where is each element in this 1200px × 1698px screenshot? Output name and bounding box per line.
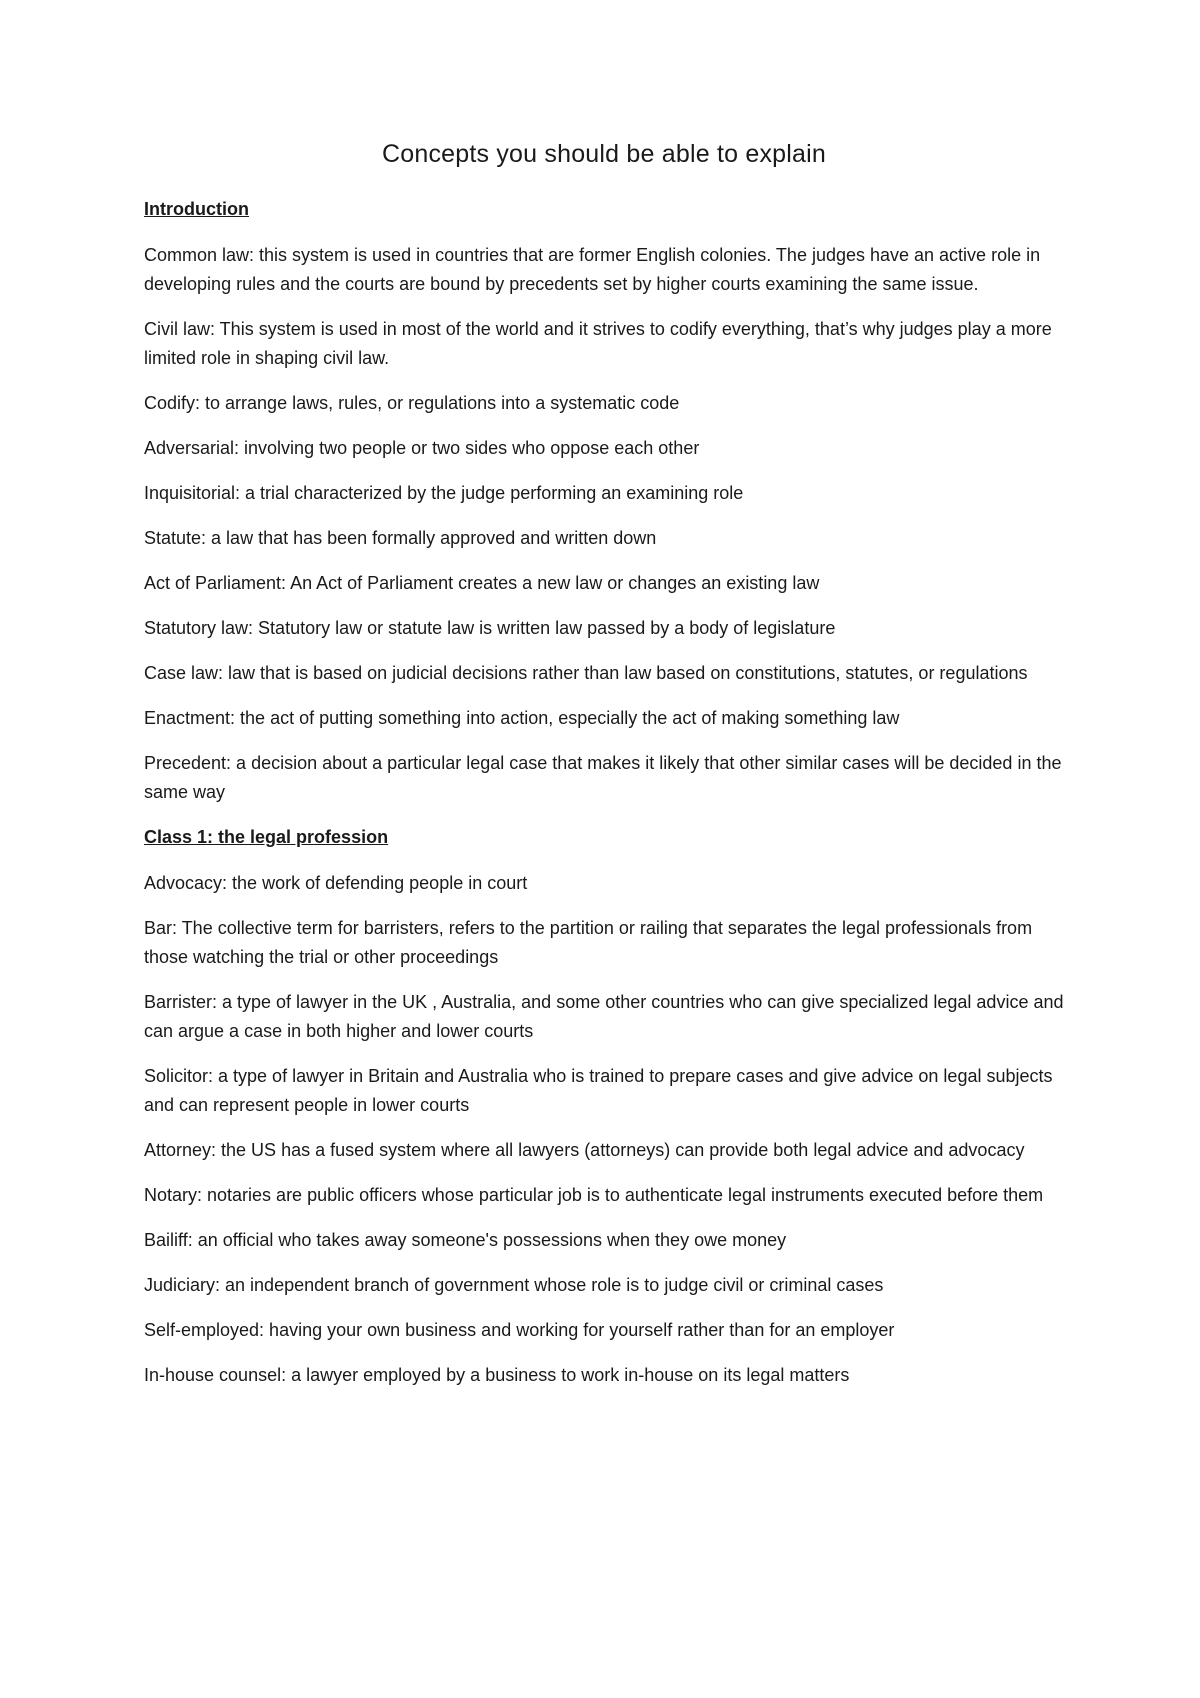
entry-attorney: Attorney: the US has a fused system where all lawyers (attorneys) can provide both legal advice and advocacy — [144, 1140, 1025, 1160]
entry-bar: Bar: The collective term for barristers, refers to the partition or railing that separates the legal professionals from those watching the trial or other proceedings — [144, 918, 1033, 967]
entry-common-law: Common law: this system is used in countries that are former English colonies. The judges have an active role in developing rules and the courts are bound by precedents set by higher courts examining the same issue. — [144, 245, 1041, 294]
section-legal-profession — [144, 823, 1064, 1390]
entry-case-law: Case law: law that is based on judicial decisions rather than law based on constitutions, statutes, or regulations — [144, 663, 1028, 683]
section-heading: Class 1: the legal profession — [144, 827, 389, 847]
entry-inquisitorial: Inquisitorial: a trial characterized by the judge performing an examining role — [144, 483, 744, 503]
entry-statute: Statute: a law that has been formally approved and written down — [144, 528, 657, 548]
section-introduction — [144, 195, 1064, 807]
entry-codify: Codify: to arrange laws, rules, or regulations into a systematic code — [144, 393, 680, 413]
entry-self-employed: Self-employed: having your own business and working for yourself rather than for an employer — [144, 1320, 895, 1340]
entry-statutory-law: Statutory law: Statutory law or statute law is written law passed by a body of legislature — [144, 618, 836, 638]
entry-civil-law: Civil law: This system is used in most of the world and it strives to codify everything, that’s why judges play a more limited role in shaping civil law. — [144, 319, 1052, 368]
entry-barrister: Barrister: a type of lawyer in the UK , Australia, and some other countries who can give specialized legal advice and can argue a case in both higher and lower courts — [144, 992, 1064, 1041]
page-title: Concepts you should be able to explain — [381, 140, 826, 168]
entry-in-house-counsel: In-house counsel: a lawyer employed by a business to work in-house on its legal matters — [144, 1365, 850, 1385]
entry-precedent: Precedent: a decision about a particular legal case that makes it likely that other similar cases will be decided in the same way — [144, 753, 1062, 802]
entry-solicitor: Solicitor: a type of lawyer in Britain and Australia who is trained to prepare cases and give advice on legal subjects and can represent people in lower courts — [144, 1066, 1053, 1115]
entry-notary: Notary: notaries are public officers whose particular job is to authenticate legal instruments executed before them — [144, 1185, 1044, 1205]
document-page — [144, 140, 1064, 1406]
entry-act-of-parliament: Act of Parliament: An Act of Parliament creates a new law or changes an existing law — [144, 573, 820, 593]
entry-advocacy: Advocacy: the work of defending people in court — [144, 873, 528, 893]
entry-bailiff: Bailiff: an official who takes away someone's possessions when they owe money — [144, 1230, 787, 1250]
entry-judiciary: Judiciary: an independent branch of government whose role is to judge civil or criminal cases — [144, 1275, 884, 1295]
entry-enactment: Enactment: the act of putting something into action, especially the act of making something law — [144, 708, 900, 728]
section-heading: Introduction — [144, 199, 249, 219]
entry-adversarial: Adversarial: involving two people or two sides who oppose each other — [144, 438, 700, 458]
